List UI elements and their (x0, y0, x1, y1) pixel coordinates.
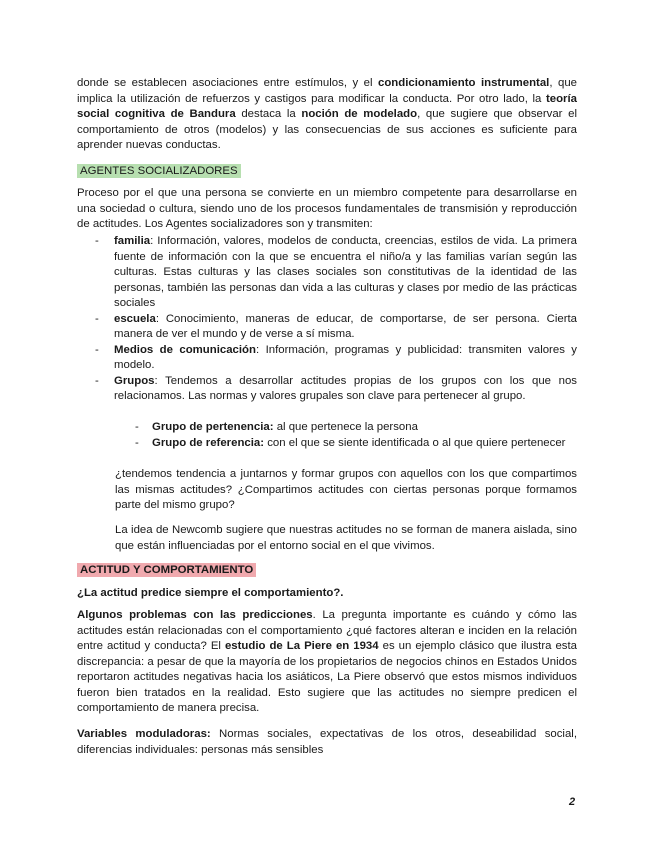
heading-agentes: AGENTES SOCIALIZADORES (77, 164, 577, 180)
paragraph-variables: Variables moduladoras: Normas sociales, expectativas de los otros, deseabilidad social, diferencias individuales: personas más sensibles (77, 728, 577, 756)
list-item: - familia: Información, valores, modelos de conducta, creencias, estilos de vida. La primera fuente de información con la que se encuentra el niño/a y las familias varían según las culturas. Estas culturas y las clases sociales son constitutivas de la identidad de las personas, también las personas dan vida a las culturas y clases por medio de las prácticas sociales (77, 234, 577, 312)
paragraph-group-question: ¿tendemos tendencia a juntarnos y formar grupos con aquellos con los que compartimos las mismas actitudes? ¿Compartimos actitudes con ciertas personas porque formamos parte del mismo grupo? (115, 468, 577, 511)
question-predice: ¿La actitud predice siempre el comportamiento?. (77, 587, 344, 599)
paragraph-predicciones: Algunos problemas con las predicciones. La pregunta importante es cuándo y cómo las actitudes están relacionadas con el comportamiento ¿qué factores alteran e inciden en la relación entre actitud y conducta? El estudio de La Piere en 1934 es un ejemplo clásico que ilustra esta discrepancia: a pesar de que la mayoría de los propietarios de negocios chinos en Estados Unidos reportaron actitudes negativas hacia los asiáticos, La Piere observó que estos mismos individuos fueron bien tratados en la realidad. Esto sugiere que las actitudes no siempre predicen el comportamiento de manera precisa. (77, 609, 577, 714)
agents-list (77, 234, 577, 405)
paragraph-socializacion: Proceso por el que una persona se convierte en un miembro competente para desarrollarse en una sociedad o cultura, siendo uno de los procesos fundamentales de transmisión y reproducción de actitudes. Los Agentes socializadores son y transmiten: (77, 187, 577, 230)
list-item: - Grupos: Tendemos a desarrollar actitudes propias de los grupos con los que nos relacionamos. Las normas y valores grupales son clave para pertenecer al grupo. (77, 374, 577, 405)
list-item: - Grupo de referencia: con el que se siente identificada o al que quiere pertenecer (115, 436, 577, 452)
paragraph-conditioning: donde se establecen asociaciones entre estímulos, y el condicionamiento instrumental, que implica la utilización de refuerzos y castigos para modificar la conducta. Por otro lado, la teoría social cognitiva de Bandura destaca la noción de modelado, que sugiere que observar el comportamiento de otros (modelos) y las consecuencias de sus acciones es suficiente para aprender nuevas conductas. (77, 77, 577, 151)
heading-actitud: ACTITUD Y COMPORTAMIENTO (77, 563, 577, 579)
list-item: - Medios de comunicación: Información, programas y publicidad: transmiten valores y modelo. (77, 343, 577, 374)
page-number: 2 (569, 796, 576, 808)
list-item: - escuela: Conocimiento, maneras de educar, de comportarse, de ser persona. Cierta manera de ver el mundo y de verse a sí misma. (77, 312, 577, 343)
list-item: - Grupo de pertenencia: al que pertenece la persona (115, 420, 577, 436)
paragraph-newcomb: La idea de Newcomb sugiere que nuestras actitudes no se forman de manera aislada, sino que están influenciadas por el entorno social en el que vivimos. (115, 524, 577, 552)
group-types-list (115, 420, 577, 451)
